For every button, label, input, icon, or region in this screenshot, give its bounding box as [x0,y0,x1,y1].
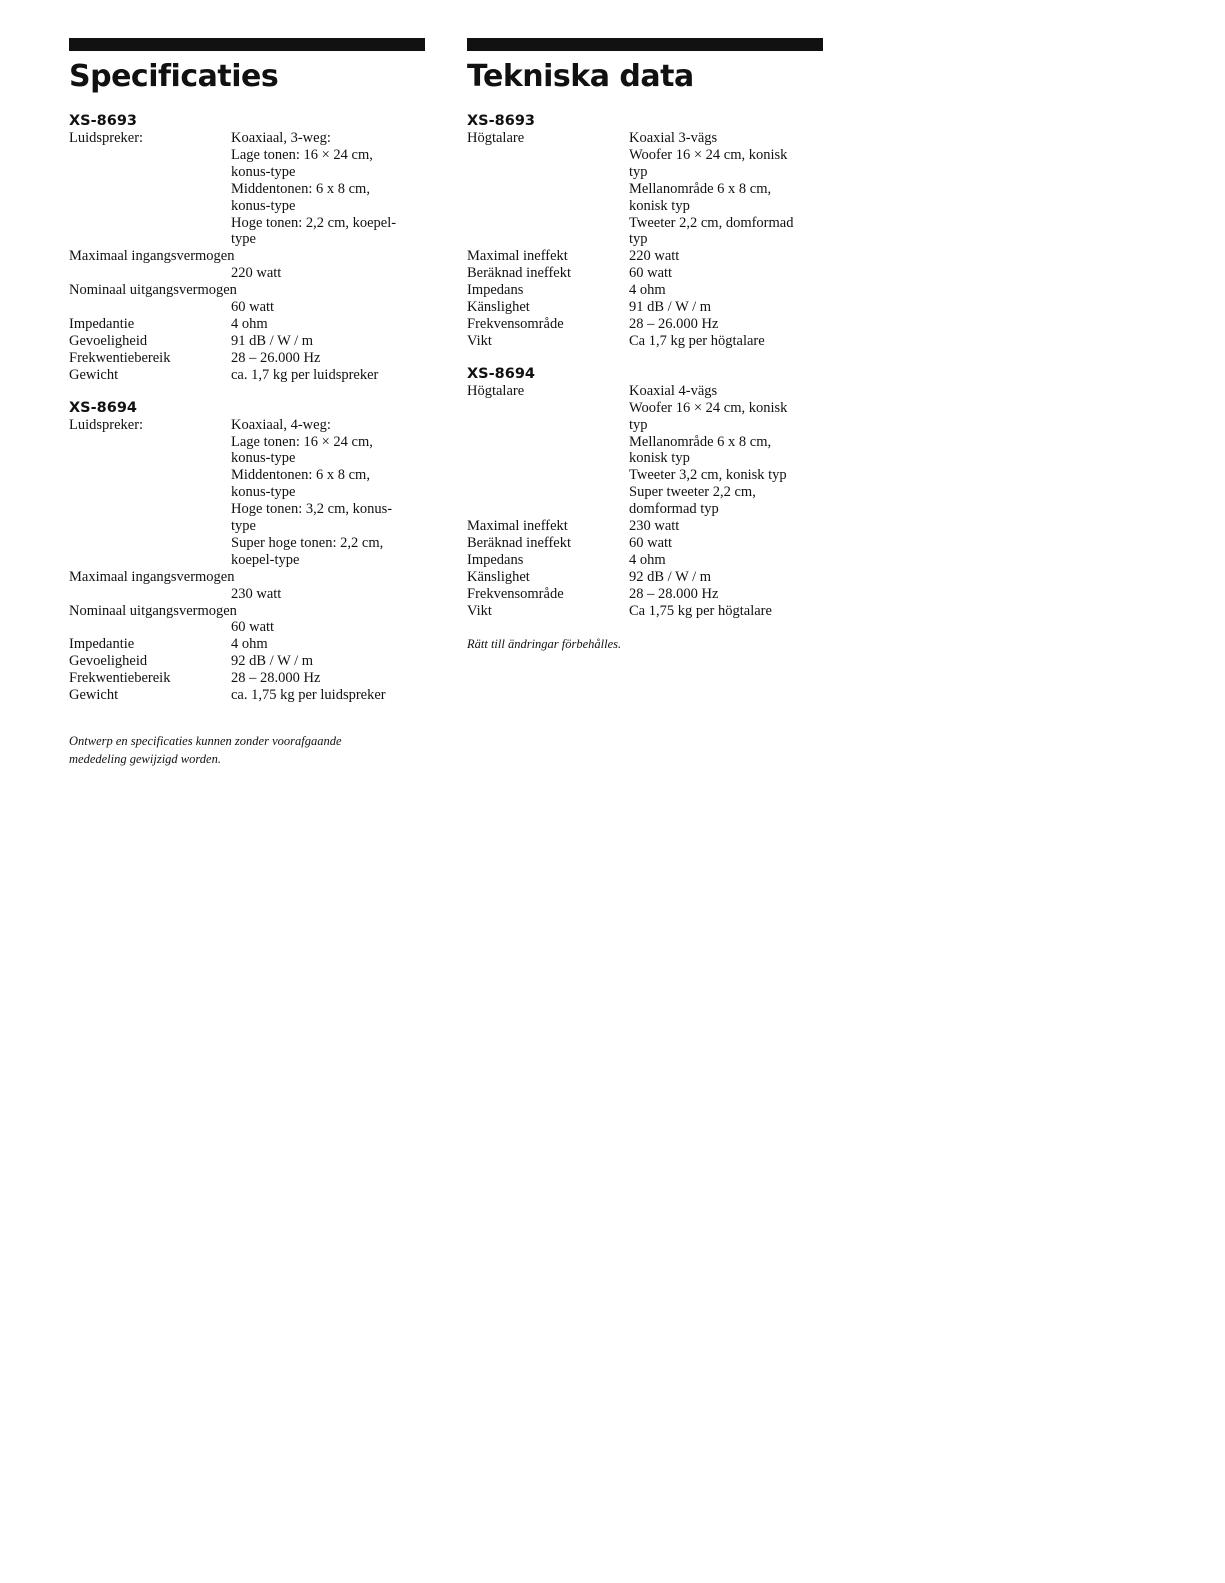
model-name: XS-8693 [69,113,137,129]
spec-values [231,333,425,350]
spec-value: Woofer 16 × 24 cm, konisk [629,399,788,416]
spec-value: 91 dB / W / m [629,299,712,316]
note-line: mededeling gewijzigd worden. [69,752,221,766]
spec-values [629,586,823,603]
spec-value: Mellanområde 6 x 8 cm, [629,180,772,197]
spec-row [467,282,823,299]
spec-value: Koaxial 3-vägs [629,130,718,146]
spec-values [629,333,823,350]
spec-value: 4 ohm [231,636,268,653]
model-block [467,113,823,350]
spec-label: Känslighet [467,568,530,585]
model-block [69,400,425,704]
spec-row [467,316,823,333]
spec-label: Gewicht [69,687,119,704]
spec-value: Hoge tonen: 3,2 cm, konus- [231,501,393,518]
model-block [467,366,823,620]
spec-value: Middentonen: 6 x 8 cm, [231,180,370,197]
spec-value: Ca 1,7 kg per högtalare [629,332,765,349]
spec-value: 220 watt [629,248,680,265]
spec-values [231,636,425,653]
spec-row [69,653,425,670]
spec-label: Gevoeligheid [69,653,148,670]
spec-value: Koaxiaal, 3-weg: [231,130,331,146]
spec-value: konisk typ [629,197,690,214]
spec-value: koepel-type [231,551,300,568]
spec-value: 60 watt [231,299,275,316]
spec-values [231,350,425,367]
disclaimer-note [467,635,823,653]
spec-list [467,130,823,350]
spec-values [629,265,823,282]
spec-value: 230 watt [629,518,680,535]
spec-label: Maximaal ingangsvermogen [69,248,235,265]
spec-label: Nominaal uitgangsvermogen [69,602,237,619]
spec-label: Impedans [467,551,524,568]
spec-label: Vikt [467,602,492,619]
spec-values [231,687,425,704]
spec-row [467,248,823,265]
spec-row [467,535,823,552]
spec-value: domformad typ [629,501,719,518]
spec-value: 28 – 26.000 Hz [231,349,321,366]
spec-value: 28 – 28.000 Hz [231,670,321,687]
spec-value: Lage tonen: 16 × 24 cm, [231,433,373,450]
spec-value: konisk typ [629,450,690,467]
model-block [69,113,425,384]
spec-row [467,552,823,569]
spec-values [629,383,823,518]
spec-value: konus-type [231,163,296,180]
spec-value: typ [629,416,648,433]
spec-row [467,383,823,518]
spec-value: 60 watt [231,619,275,636]
note-line: Rätt till ändringar förbehålles. [467,637,622,652]
spec-value: 4 ohm [629,551,666,568]
spec-row [69,687,425,704]
spec-row [69,333,425,350]
spec-value: typ [629,163,648,180]
spec-label: Maximal ineffekt [467,518,568,535]
spec-label: Impedantie [69,315,135,332]
spec-values [231,653,425,670]
spec-row [69,316,425,333]
spec-value: Mellanområde 6 x 8 cm, [629,433,772,450]
spec-value: Tweeter 2,2 cm, domformad [629,214,794,231]
spec-values [629,569,823,586]
spec-value: Super hoge tonen: 2,2 cm, [231,534,384,551]
spec-row [467,299,823,316]
spec-values [231,417,425,569]
spec-value: Lage tonen: 16 × 24 cm, [231,146,373,163]
spec-row [467,518,823,535]
spec-value: type [231,518,256,535]
spec-value: 230 watt [231,585,282,602]
spec-value: Koaxial 4-vägs [629,382,718,399]
spec-value: Ca 1,75 kg per högtalare [629,602,772,619]
heading-rule [69,38,425,51]
page-title: Specificaties [69,59,279,94]
spec-value: konus-type [231,450,296,467]
spec-label: Impedans [467,282,524,299]
model-list [467,113,823,619]
spec-value: 91 dB / W / m [231,332,314,349]
spec-value: konus-type [231,484,296,501]
spec-value: type [231,231,256,248]
spec-values [629,316,823,333]
model-name: XS-8693 [467,113,535,129]
spec-value: 92 dB / W / m [231,653,314,670]
model-list [69,113,425,704]
spec-row [467,569,823,586]
spec-label: Högtalare [467,130,525,146]
spec-values [231,670,425,687]
spec-values [231,316,425,333]
spec-label: Vikt [467,332,492,349]
spec-row [467,130,823,248]
heading-rule [467,38,823,51]
note-line: Ontwerp en specificaties kunnen zonder voorafgaande [69,734,342,748]
spec-label: Högtalare [467,382,525,399]
spec-values [231,130,425,248]
spec-value: 4 ohm [629,282,666,299]
spec-value: Woofer 16 × 24 cm, konisk [629,146,788,163]
spec-value: konus-type [231,197,296,214]
spec-value: 220 watt [231,265,282,282]
model-name: XS-8694 [467,365,535,382]
tekniska-data-column [467,38,823,653]
spec-row [69,670,425,687]
spec-row [69,130,425,248]
spec-values [629,603,823,620]
model-name: XS-8694 [69,399,137,416]
spec-value: 60 watt [629,534,673,551]
spec-values [629,299,823,316]
spec-label: Känslighet [467,299,530,316]
specificaties-column [69,38,425,768]
spec-list [69,417,425,704]
disclaimer-note [69,732,425,768]
spec-label: Frekvensområde [467,585,564,602]
spec-value: 60 watt [629,265,673,282]
spec-value: 28 – 28.000 Hz [629,585,719,602]
spec-values [629,248,823,265]
spec-label: Gevoeligheid [69,332,148,349]
spec-label: Impedantie [69,636,135,653]
spec-value: Hoge tonen: 2,2 cm, koepel- [231,214,397,231]
spec-label: Luidspreker: [69,416,144,433]
spec-label: Luidspreker: [69,130,144,146]
spec-value: ca. 1,75 kg per luidspreker [231,687,386,704]
spec-row [467,603,823,620]
spec-value: Koaxiaal, 4-weg: [231,416,331,433]
spec-value: Tweeter 3,2 cm, konisk typ [629,467,787,484]
spec-values [231,367,425,384]
spec-label: Maximaal ingangsvermogen [69,568,235,585]
spec-row [69,636,425,653]
spec-value: 4 ohm [231,315,268,332]
spec-values [629,535,823,552]
spec-value: Super tweeter 2,2 cm, [629,484,756,501]
spec-value: ca. 1,7 kg per luidspreker [231,366,379,383]
spec-values [629,130,823,248]
spec-label: Beräknad ineffekt [467,265,572,282]
spec-row [467,586,823,603]
spec-row [467,333,823,350]
spec-label: Maximal ineffekt [467,248,568,265]
spec-value: 28 – 26.000 Hz [629,315,719,332]
spec-value: 92 dB / W / m [629,568,712,585]
spec-values [629,552,823,569]
spec-label: Frekwentiebereik [69,349,171,366]
spec-label: Nominaal uitgangsvermogen [69,282,237,299]
spec-row [467,265,823,282]
spec-label: Gewicht [69,366,119,383]
spec-value: Middentonen: 6 x 8 cm, [231,467,370,484]
spec-value: typ [629,231,648,248]
spec-row [69,350,425,367]
spec-row [69,367,425,384]
spec-row [69,417,425,569]
spec-values [629,282,823,299]
spec-values [629,518,823,535]
spec-list [69,130,425,384]
spec-label: Beräknad ineffekt [467,534,572,551]
spec-list [467,383,823,620]
page-title: Tekniska data [467,59,694,94]
spec-label: Frekvensområde [467,315,564,332]
spec-label: Frekwentiebereik [69,670,171,687]
